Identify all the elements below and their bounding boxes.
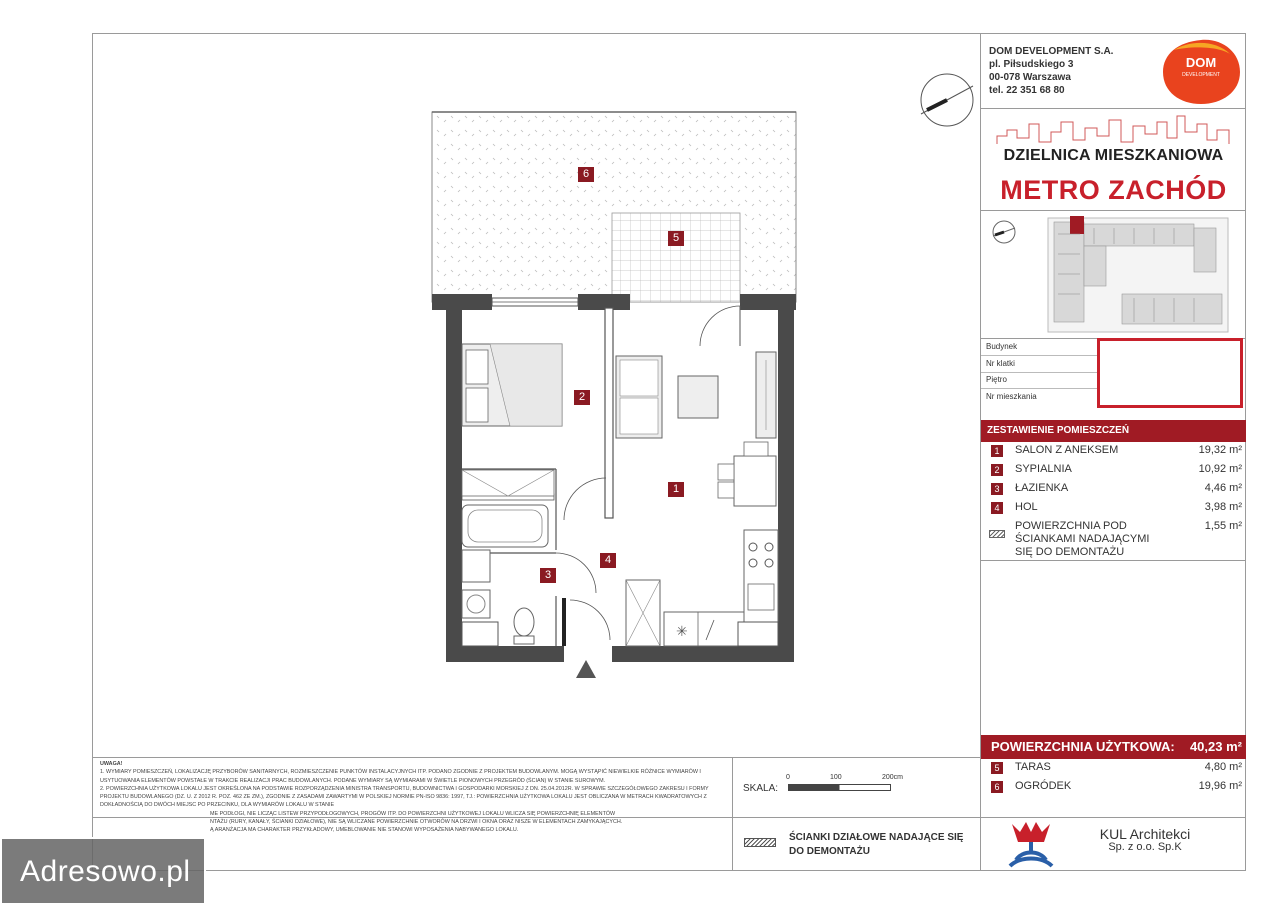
scale-label: SKALA: xyxy=(743,783,779,794)
skyline-icon xyxy=(995,114,1231,146)
usable-area-label: POWIERZCHNIA UŻYTKOWA: xyxy=(991,739,1175,754)
demolition-line1: POWIERZCHNIA POD xyxy=(1015,520,1127,532)
room-number: 1 xyxy=(991,445,1003,457)
room-row xyxy=(981,480,1246,499)
demolition-walls-row xyxy=(981,518,1246,560)
demolition-legend-icon xyxy=(744,838,776,847)
apartment-info-box xyxy=(1097,338,1243,408)
room-area: 3,98 m² xyxy=(1204,501,1242,513)
legend-line2: DO DEMONTAŻU xyxy=(789,846,870,857)
room-name: SALON Z ANEKSEM xyxy=(1015,444,1119,456)
room-name: HOL xyxy=(1015,501,1038,513)
info-apartment-label: Nr mieszkania xyxy=(986,392,1037,401)
site-plan-map xyxy=(984,214,1242,336)
plan-label-6: 6 xyxy=(578,167,594,182)
company-phone: tel. 22 351 68 80 xyxy=(989,85,1065,96)
extra-row xyxy=(981,759,1246,778)
info-building-label: Budynek xyxy=(986,342,1018,351)
room-row xyxy=(981,499,1246,518)
note-3: ME PODŁOGI, NIE LICZĄC LISTEW PRZYPODŁOGOWYCH, PROGÓW ITP. DO POWIERZCHNI UŻYTKOWEJ LOKALU WLICZA SIĘ POWIERZCHNIĘ ELEMENTÓW xyxy=(210,810,616,817)
project-name-title: METRO ZACHÓD xyxy=(1000,175,1227,205)
svg-text:✳: ✳ xyxy=(676,624,688,640)
coffee-table xyxy=(678,376,718,418)
watermark-text: Adresowo.pl xyxy=(20,855,191,888)
room-row xyxy=(981,461,1246,480)
architect-name xyxy=(1060,828,1230,854)
demolition-area: 1,55 m² xyxy=(1204,520,1242,532)
terrace-area xyxy=(612,213,740,302)
room-name: SYPIALNIA xyxy=(1015,463,1072,475)
plan-label-4: 4 xyxy=(600,553,616,568)
notes-block xyxy=(100,760,725,835)
company-city: 00-078 Warszawa xyxy=(989,72,1071,83)
room-area: 4,80 m² xyxy=(1204,761,1242,773)
room-number: 4 xyxy=(991,502,1003,514)
info-floor-label: Piętro xyxy=(986,375,1007,384)
room-row xyxy=(981,442,1246,461)
note-5: Ą ARANŻACJA MA CHARAKTER PRZYKŁADOWY, UMEBLOWANIE NIE STANOWI WYPOSAŻENIA NABYWANEGO LOKALU. xyxy=(210,827,519,834)
plan-label-5: 5 xyxy=(668,231,684,246)
logo-text: DOM xyxy=(1185,55,1217,70)
plan-label-1: 1 xyxy=(668,482,684,497)
scale-tick-200: 200cm xyxy=(882,774,904,781)
compass-icon xyxy=(921,74,973,126)
entrance-arrow xyxy=(576,660,596,678)
company-address xyxy=(989,45,1113,97)
demolition-line3: SIĘ DO DEMONTAŻU xyxy=(1015,546,1125,558)
room-number: 6 xyxy=(991,781,1003,793)
room-name: TARAS xyxy=(1015,761,1051,773)
note-2: 2. POWIERZCHNIA UŻYTKOWA LOKALU JEST OKREŚLONA NA PODSTAWIE ROZPORZĄDZENIA MINISTRA TRANSPORTU, BUDOWNICTWA I GOSPODARKI MORSKIEJ Z DN. 25.04.2012R. W SPRAWIE SZCZEGÓŁOWEGO ZAKRESU I FORMY PROJEKTU BUDOWLANEGO (DZ. U. Z 2012 R. POZ. 462 ZE ZM.), ZGODNIE Z ZASADAMI ZAWARTYMI W POLSKIEJ NORMIE PN-ISO 9836: 1997, TJ.: POWIERZCHNIA UŻYTKOWA LOKALU JEST OBLICZANA W METRACH KWADRATOWYCH Z DOKŁADNOŚCIĄ DO DWÓCH MIEJSC PO PRZECINKU, DLA WYMIARÓW LOKALU W STANIE xyxy=(100,785,709,809)
dom-logo-icon xyxy=(1160,36,1242,106)
demolition-line2: ŚCIANKAMI NADAJĄCYMI xyxy=(1015,533,1150,545)
room-name: OGRÓDEK xyxy=(1015,780,1072,792)
extra-row xyxy=(981,778,1246,797)
plan-label-2: 2 xyxy=(574,390,590,405)
room-area: 19,32 m² xyxy=(1198,444,1242,456)
room-number: 2 xyxy=(991,464,1003,476)
room-number: 5 xyxy=(991,762,1003,774)
dining-table xyxy=(734,456,776,506)
demolition-legend xyxy=(789,831,963,859)
plan-label-3: 3 xyxy=(540,568,556,583)
architect-title: KUL Architekci xyxy=(1099,826,1191,842)
scale-bar xyxy=(788,784,892,792)
company-name: DOM DEVELOPMENT S.A. xyxy=(989,46,1114,57)
notes-title: UWAGA! xyxy=(100,761,123,767)
hatch-legend-icon xyxy=(989,530,1005,538)
usable-area-bar xyxy=(981,735,1246,759)
project-district-title: DZIELNICA MIESZKANIOWA xyxy=(1003,147,1224,164)
scale-tick-0: 0 xyxy=(786,774,790,781)
room-area: 4,46 m² xyxy=(1204,482,1242,494)
kul-logo-icon xyxy=(1006,820,1056,868)
architect-subtitle: Sp. z o.o. Sp.K xyxy=(1108,841,1182,853)
info-staircase-label: Nr klatki xyxy=(986,359,1015,368)
logo-subtext: DEVELOPMENT xyxy=(1182,72,1220,78)
watermark-badge[interactable] xyxy=(0,837,206,905)
room-area: 10,92 m² xyxy=(1198,463,1242,475)
note-1: 1. WYMIARY POMIESZCZEŃ, LOKALIZACJĘ PRZYBORÓW SANITARNYCH, ROZMIESZCZENIE PUNKTÓW INSTALACYJNYCH ITP. PODANO ZGODNIE Z PROJEKTEM BUDOWLANYM. MOGĄ WYSTĄPIĆ NIEWIELKIE RÓŻNICE WYMIARÓW I USYTUOWANIA ELEMENTÓW POWSTAŁE W TRAKCIE REALIZACJI PRAC BUDOWLANYCH. PODANE WYMIARY SĄ WYMIARAMI W ŚWIETLE PIONOWYCH PRZEGRÓD (ŚCIAN) W STANIE SUROWYM. xyxy=(100,769,701,784)
room-area: 19,96 m² xyxy=(1198,780,1242,792)
note-4: NTAŻU (RURY, KANAŁY, ŚCIANKI DZIAŁOWE), NIE SĄ WLICZANE POWIERZCHNIE OTWORÓW NA DRZWI I OKNA ORAZ NISZE W ELEMENTACH ZAMYKAJĄCYCH. xyxy=(210,819,623,826)
company-street: pl. Piłsudskiego 3 xyxy=(989,59,1074,70)
rooms-summary-header: ZESTAWIENIE POMIESZCZEŃ xyxy=(981,420,1246,442)
room-name: ŁAZIENKA xyxy=(1015,482,1069,494)
usable-area-value: 40,23 m² xyxy=(1189,739,1242,754)
legend-line1: ŚCIANKI DZIAŁOWE NADAJĄCE SIĘ xyxy=(789,832,964,843)
room-number: 3 xyxy=(991,483,1003,495)
scale-tick-100: 100 xyxy=(830,774,842,781)
